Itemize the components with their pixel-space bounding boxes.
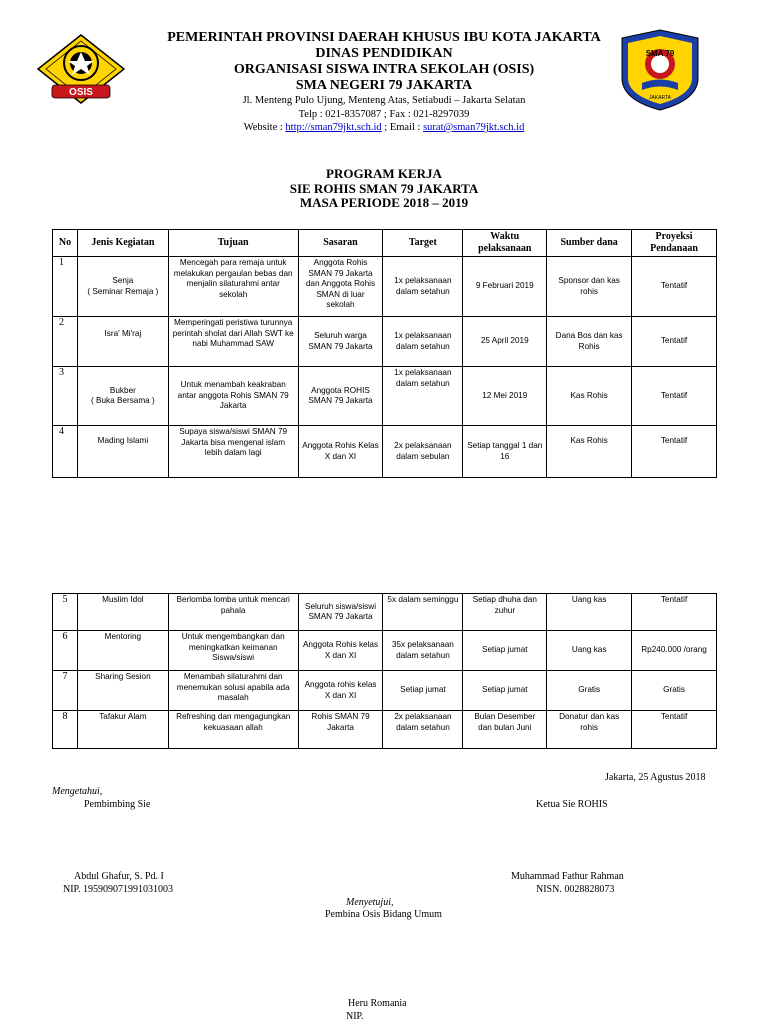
cell-no: 5: [53, 594, 78, 631]
cell-proyeksi: Tentatif: [632, 367, 717, 426]
cell-tujuan: Menambah silaturahmi dan menemukan solusi apabila ada masalah: [168, 671, 298, 711]
letterhead-line3: ORGANISASI SISWA INTRA SEKOLAH (OSIS): [233, 62, 535, 77]
place-date: Jakarta, 25 Agustus 2018: [605, 772, 706, 783]
head-role: Ketua Sie ROHIS: [536, 799, 608, 810]
email-link[interactable]: surat@sman79jkt.sch.id: [423, 122, 525, 133]
cell-waktu: Setiap jumat: [463, 631, 547, 671]
table-row: [53, 711, 717, 749]
cell-jenis-kegiatan: Senja ( Seminar Remaja ): [77, 257, 168, 317]
header-sumber-dana: Sumber dana: [547, 230, 632, 257]
table-header-row: [53, 230, 717, 257]
cell-no: 3: [53, 367, 78, 426]
cell-tujuan: Untuk menambah keakraban antar anggota Rohis SMAN 79 Jakarta: [168, 367, 298, 426]
cell-tujuan: Refreshing dan mengagungkan kekuasaan allah: [168, 711, 298, 749]
table-row: [53, 317, 717, 367]
table-row: [53, 631, 717, 671]
cell-target: 1x pelaksanaan dalam setahun: [383, 257, 463, 317]
cell-tujuan: Memperingati peristiwa turunnya perintah sholat dari Allah SWT ke nabi Muhammad SAW: [168, 317, 298, 367]
header-target: Target: [383, 230, 463, 257]
cell-sumber-dana: Sponsor dan kas rohis: [547, 257, 632, 317]
cell-jenis-kegiatan: Isra' Mi'raj: [77, 317, 168, 367]
cell-target: 1x pelaksanaan dalam setahun: [383, 317, 463, 367]
head-name: Muhammad Fathur Rahman: [511, 871, 624, 882]
title-line3: MASA PERIODE 2018 – 2019: [299, 195, 469, 210]
cell-proyeksi: Tentatif: [632, 426, 717, 478]
cell-no: 8: [53, 711, 78, 749]
cell-sasaran: Anggota ROHIS SMAN 79 Jakarta: [298, 367, 383, 426]
cell-target: 1x pelaksanaan dalam setahun: [383, 367, 463, 426]
cell-proyeksi: Gratis: [632, 671, 717, 711]
cell-proyeksi: Rp240.000 /orang: [632, 631, 717, 671]
cell-sumber-dana: Donatur dan kas rohis: [547, 711, 632, 749]
letterhead-line1: PEMERINTAH PROVINSI DAERAH KHUSUS IBU KOTA JAKARTA: [167, 30, 601, 45]
cell-target: Setiap jumat: [383, 671, 463, 711]
cell-no: 4: [53, 426, 78, 478]
cell-target: 2x pelaksanaan dalam setahun: [383, 711, 463, 749]
osis-logo-text: OSIS: [69, 87, 93, 98]
letterhead-line2: DINAS PENDIDIKAN: [315, 46, 453, 61]
cell-jenis-kegiatan: Bukber ( Buka Bersama ): [77, 367, 168, 426]
title-line2: SIE ROHIS SMAN 79 JAKARTA: [289, 180, 479, 196]
cell-sasaran: Rohis SMAN 79 Jakarta: [298, 711, 383, 749]
letterhead: [0, 30, 768, 135]
cell-sasaran: Anggota Rohis Kelas X dan XI: [298, 426, 383, 478]
cell-sasaran: Anggota rohis kelas X dan XI: [298, 671, 383, 711]
cell-sasaran: Anggota Rohis kelas X dan XI: [298, 631, 383, 671]
cell-no: 2: [53, 317, 78, 367]
cell-waktu: Setiap tanggal 1 dan 16: [463, 426, 547, 478]
cell-no: 1: [53, 257, 78, 317]
advisor-name: Abdul Ghafur, S. Pd. I: [74, 871, 164, 882]
cell-sasaran: Seluruh warga SMAN 79 Jakarta: [298, 317, 383, 367]
table-row: [53, 594, 717, 631]
table-row: [53, 671, 717, 711]
website-link[interactable]: http://sman79jkt.sch.id: [285, 122, 382, 133]
advisor-role: Pembimbing Sie: [84, 799, 151, 810]
cell-tujuan: Mencegah para remaja untuk melakukan pergaulan bebas dan menjalin silaturahmi antar sekolah: [168, 257, 298, 317]
cell-waktu: Setiap jumat: [463, 671, 547, 711]
cell-sumber-dana: Kas Rohis: [547, 426, 632, 478]
cell-sasaran: Seluruh siswa/siswi SMAN 79 Jakarta: [298, 594, 383, 631]
header-jenis-kegiatan: Jenis Kegiatan: [77, 230, 168, 257]
header-no: No: [53, 230, 78, 257]
cell-sumber-dana: Dana Bos dan kas Rohis: [547, 317, 632, 367]
program-table-page1: [52, 229, 717, 478]
cell-jenis-kegiatan: Mentoring: [77, 631, 168, 671]
cell-jenis-kegiatan: Tafakur Alam: [77, 711, 168, 749]
cell-target: 5x dalam seminggu: [383, 594, 463, 631]
table-row: [53, 257, 717, 317]
cell-jenis-kegiatan: Muslim Idol: [77, 594, 168, 631]
cell-no: 7: [53, 671, 78, 711]
cell-tujuan: Berlomba lomba untuk mencari pahala: [168, 594, 298, 631]
table-row: [53, 367, 717, 426]
cell-jenis-kegiatan: Mading Islami: [77, 426, 168, 478]
cell-sumber-dana: Uang kas: [547, 594, 632, 631]
cell-waktu: 9 Februari 2019: [463, 257, 547, 317]
cell-sumber-dana: Uang kas: [547, 631, 632, 671]
cell-proyeksi: Tentatif: [632, 257, 717, 317]
cell-proyeksi: Tentatif: [632, 317, 717, 367]
patron-role: Pembina Osis Bidang Umum: [325, 909, 442, 920]
header-proyeksi-pendanaan: Proyeksi Pendanaan: [632, 230, 717, 257]
cell-waktu: 12 Mei 2019: [463, 367, 547, 426]
cell-waktu: Setiap dhuha dan zuhur: [463, 594, 547, 631]
cell-no: 6: [53, 631, 78, 671]
document-title: [0, 167, 768, 211]
website-label: Website :: [243, 122, 286, 133]
program-table-page2: [52, 593, 717, 749]
cell-tujuan: Supaya siswa/siswi SMAN 79 Jakarta bisa mengenal islam lebih dalam lagi: [168, 426, 298, 478]
approved-by-label: Menyetujui,: [346, 897, 394, 908]
header-sasaran: Sasaran: [298, 230, 383, 257]
known-by-label: Mengetahui,: [52, 786, 103, 797]
advisor-nip: NIP. 195909071991031003: [63, 884, 174, 895]
head-nisn: NISN. 0028828073: [536, 884, 615, 895]
cell-sumber-dana: Gratis: [547, 671, 632, 711]
title-line1: PROGRAM KERJA: [326, 166, 442, 181]
cell-tujuan: Untuk mengembangkan dan meningkatkan keimanan Siswa/siswi: [168, 631, 298, 671]
email-label: ; Email :: [381, 122, 424, 133]
patron-nip: NIP.: [346, 1011, 364, 1022]
sma79-logo-text: SMA 79: [645, 49, 675, 58]
cell-waktu: 25 April 2019: [463, 317, 547, 367]
cell-sumber-dana: Kas Rohis: [547, 367, 632, 426]
school-address: Jl. Menteng Pulo Ujung, Menteng Atas, Setiabudi – Jakarta Selatan: [242, 95, 526, 106]
cell-proyeksi: Tentatif: [632, 594, 717, 631]
sma79-logo-motto: JAKARTA: [648, 95, 672, 101]
cell-waktu: Bulan Desember dan bulan Juni: [463, 711, 547, 749]
patron-name: Heru Romania: [348, 998, 407, 1009]
cell-sasaran: Anggota Rohis SMAN 79 Jakarta dan Anggota Rohis SMAN di luar sekolah: [298, 257, 383, 317]
header-tujuan: Tujuan: [168, 230, 298, 257]
letterhead-line4: SMA NEGERI 79 JAKARTA: [295, 78, 473, 93]
school-contact: [0, 121, 768, 135]
school-phone: Telp : 021-8357087 ; Fax : 021-8297039: [298, 108, 470, 120]
cell-target: 35x pelaksanaan dalam setahun: [383, 631, 463, 671]
cell-target: 2x pelaksanaan dalam sebulan: [383, 426, 463, 478]
cell-proyeksi: Tentatif: [632, 711, 717, 749]
header-waktu-pelaksanaan: Waktu pelaksanaan: [463, 230, 547, 257]
cell-jenis-kegiatan: Sharing Sesion: [77, 671, 168, 711]
table-row: [53, 426, 717, 478]
